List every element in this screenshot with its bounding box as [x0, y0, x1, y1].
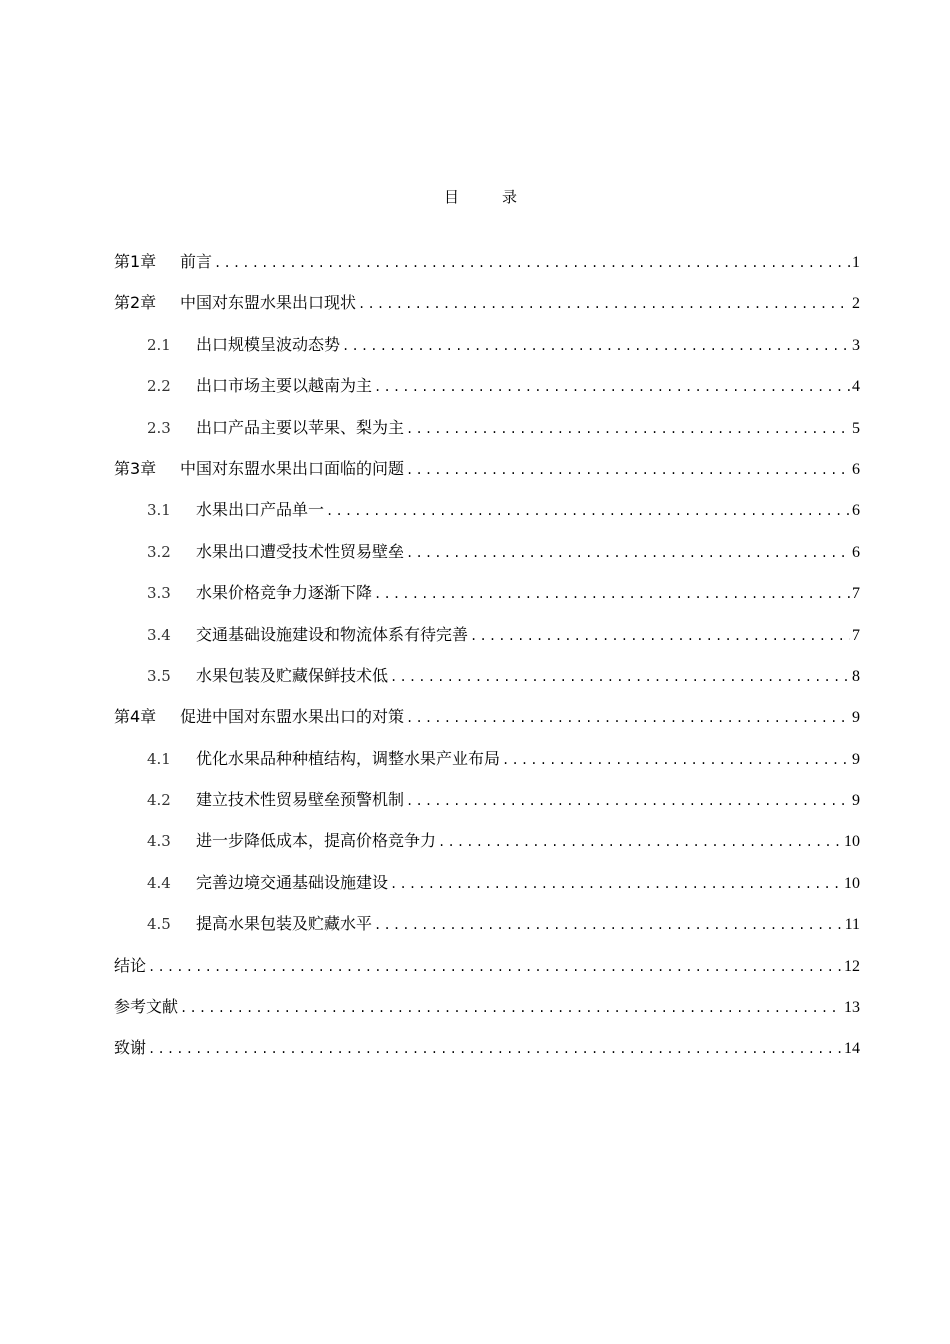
toc-entry[interactable] — [114, 746, 860, 787]
toc-dot-leader — [358, 297, 850, 311]
toc-page-number: 10 — [844, 833, 860, 851]
toc-entry-title: 参考文献 — [114, 997, 179, 1017]
toc-entry-number: 2.1 — [147, 335, 171, 354]
toc-entry-number: 3.3 — [147, 584, 171, 603]
toc-entry[interactable] — [114, 539, 860, 580]
table-of-contents — [114, 249, 860, 1077]
toc-dot-leader — [374, 380, 850, 394]
toc-entry-number: 3.2 — [147, 542, 171, 561]
toc-entry-title: 水果价格竞争力逐渐下降 — [196, 583, 373, 603]
toc-dot-leader — [406, 422, 850, 436]
toc-page-number: 4 — [852, 378, 860, 396]
toc-page-number: 8 — [852, 667, 860, 685]
toc-entry-number: 3.5 — [147, 666, 171, 685]
toc-entry[interactable] — [114, 332, 860, 373]
toc-page-number: 13 — [844, 999, 860, 1017]
toc-entry[interactable] — [114, 994, 860, 1035]
toc-dot-leader — [470, 629, 850, 643]
toc-entry-title: 中国对东盟水果出口面临的问题 — [180, 458, 405, 478]
toc-page-number: 12 — [844, 957, 860, 975]
toc-entry[interactable] — [114, 497, 860, 538]
toc-page-number: 2 — [852, 295, 860, 313]
toc-dot-leader — [438, 835, 842, 849]
toc-page-number: 6 — [852, 502, 860, 520]
page-title: 目 录 — [443, 188, 531, 206]
toc-dot-leader — [406, 711, 850, 725]
toc-entry-title: 水果出口产品单一 — [196, 500, 325, 520]
toc-entry-number: 2.2 — [147, 377, 171, 396]
toc-entry-title: 建立技术性贸易壁垒预警机制 — [196, 790, 405, 810]
toc-page-number: 7 — [852, 585, 860, 603]
toc-entry-number: 2.3 — [147, 418, 171, 437]
toc-dot-leader — [502, 753, 850, 767]
toc-entry-title: 致谢 — [114, 1038, 147, 1058]
toc-entry[interactable] — [114, 580, 860, 621]
toc-entry-number: 第4章 — [114, 707, 157, 727]
toc-dot-leader — [214, 256, 850, 270]
toc-entry[interactable] — [114, 663, 860, 704]
toc-dot-leader — [406, 546, 850, 560]
toc-dot-leader — [180, 1001, 842, 1015]
toc-entry-number: 4.3 — [147, 832, 171, 851]
toc-entry-title: 出口市场主要以越南为主 — [196, 376, 373, 396]
toc-entry-number: 4.1 — [147, 749, 171, 768]
toc-entry[interactable] — [114, 828, 860, 869]
toc-entry-title: 优化水果品种种植结构，调整水果产业布局 — [196, 748, 501, 768]
toc-entry[interactable] — [114, 953, 860, 994]
toc-entry-title: 水果包装及贮藏保鲜技术低 — [196, 665, 389, 685]
toc-entry-number: 第3章 — [114, 458, 157, 478]
toc-entry-number: 3.4 — [147, 625, 171, 644]
toc-page-number: 10 — [844, 874, 860, 892]
toc-entry-title: 进一步降低成本，提高价格竞争力 — [196, 831, 437, 851]
toc-entry-title: 交通基础设施建设和物流体系有待完善 — [196, 624, 469, 644]
toc-dot-leader — [326, 504, 850, 518]
toc-entry-number: 第1章 — [114, 252, 157, 271]
toc-page-number: 14 — [844, 1040, 860, 1058]
toc-dot-leader — [148, 960, 842, 974]
toc-entry[interactable] — [114, 704, 860, 745]
toc-entry[interactable] — [114, 249, 860, 290]
toc-entry-number: 4.4 — [147, 873, 171, 892]
toc-page-number: 6 — [852, 460, 860, 478]
toc-entry[interactable] — [114, 911, 860, 952]
toc-entry[interactable] — [114, 1035, 860, 1076]
toc-dot-leader — [390, 670, 850, 684]
toc-dot-leader — [342, 339, 850, 353]
toc-entry[interactable] — [114, 870, 860, 911]
toc-entry-title: 提高水果包装及贮藏水平 — [196, 914, 373, 934]
toc-entry-number: 3.1 — [147, 501, 171, 520]
toc-page-number: 5 — [852, 419, 860, 437]
toc-page-number: 7 — [852, 626, 860, 644]
toc-entry[interactable] — [114, 415, 860, 456]
toc-page-number: 9 — [852, 792, 860, 810]
toc-entry-title: 促进中国对东盟水果出口的对策 — [180, 707, 405, 727]
toc-entry[interactable] — [114, 373, 860, 414]
toc-page-number: 11 — [844, 916, 860, 934]
toc-dot-leader — [390, 877, 842, 891]
toc-entry-number: 4.5 — [147, 915, 171, 934]
toc-page-number: 9 — [852, 750, 860, 768]
toc-entry-number: 第2章 — [114, 293, 157, 313]
toc-entry[interactable] — [114, 456, 860, 497]
toc-dot-leader — [148, 1042, 842, 1056]
toc-entry[interactable] — [114, 622, 860, 663]
toc-entry-title: 中国对东盟水果出口现状 — [180, 293, 357, 313]
toc-entry-title: 水果出口遭受技术性贸易壁垒 — [196, 541, 405, 561]
toc-entry-title: 出口产品主要以苹果、梨为主 — [196, 417, 405, 437]
toc-entry[interactable] — [114, 787, 860, 828]
toc-dot-leader — [406, 463, 850, 477]
toc-entry-title: 出口规模呈波动态势 — [196, 334, 341, 354]
toc-page-number: 9 — [852, 709, 860, 727]
toc-dot-leader — [406, 794, 850, 808]
toc-page-number: 3 — [852, 336, 860, 354]
toc-dot-leader — [374, 587, 850, 601]
toc-entry-title: 完善边境交通基础设施建设 — [196, 872, 389, 892]
toc-dot-leader — [374, 918, 843, 932]
toc-entry-title: 前言 — [180, 252, 213, 271]
toc-page-number: 1 — [852, 254, 860, 271]
toc-entry-number: 4.2 — [147, 791, 171, 810]
toc-entry-title: 结论 — [114, 955, 147, 975]
toc-page-number: 6 — [852, 543, 860, 561]
toc-entry[interactable] — [114, 290, 860, 331]
